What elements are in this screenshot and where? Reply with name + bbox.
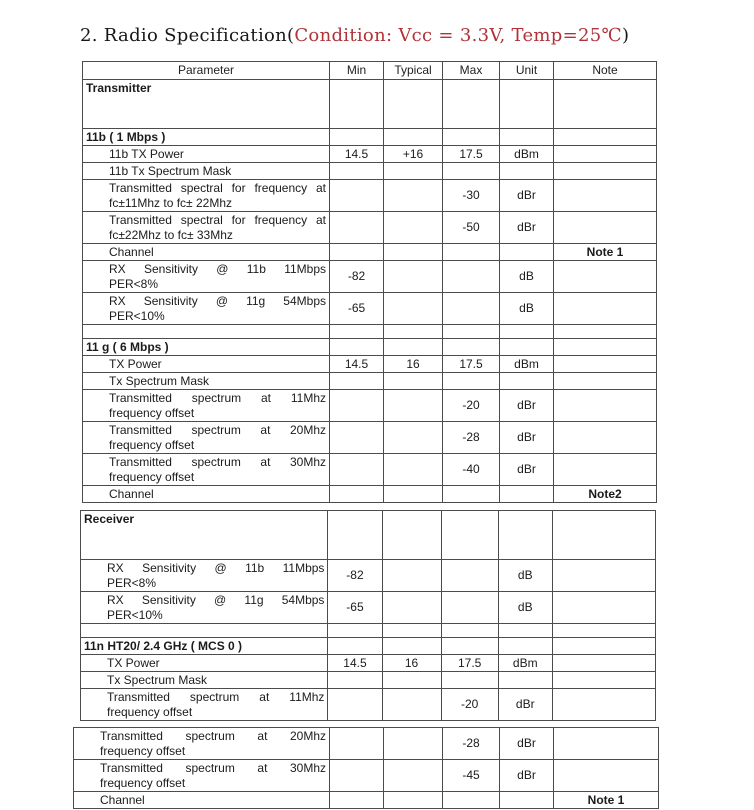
table-row	[81, 511, 656, 560]
note-cell: Note 1	[554, 792, 659, 809]
max-cell	[443, 325, 500, 339]
parameter-line2: PER<10%	[107, 607, 163, 622]
typical-cell	[384, 129, 443, 146]
unit-cell	[500, 325, 554, 339]
parameter-cell	[81, 592, 328, 624]
unit-cell: dBr	[500, 180, 554, 212]
typical-cell: +16	[384, 146, 443, 163]
typical-cell	[384, 390, 443, 422]
max-cell	[441, 672, 498, 689]
parameter-line2: fc±22Mhz to fc± 33Mhz	[109, 227, 233, 242]
min-cell: -65	[328, 592, 382, 624]
unit-cell: dB	[500, 261, 554, 293]
unit-cell: dBr	[500, 390, 554, 422]
parameter-cell: 11b ( 1 Mbps )	[83, 129, 330, 146]
table-row	[83, 356, 657, 373]
note-cell	[552, 638, 655, 655]
min-cell: -65	[330, 293, 384, 325]
unit-cell: dBr	[500, 212, 554, 244]
table-row	[83, 339, 657, 356]
parameter-line1: Transmitted spectrum at 20Mhz	[109, 422, 326, 437]
min-cell	[330, 339, 384, 356]
parameter-cell: 11n HT20/ 2.4 GHz ( MCS 0 )	[81, 638, 328, 655]
min-cell	[330, 80, 384, 129]
min-cell: 14.5	[330, 356, 384, 373]
typical-cell: 16	[384, 356, 443, 373]
unit-cell	[500, 80, 554, 129]
table-row	[83, 80, 657, 129]
max-cell	[443, 163, 500, 180]
table-row	[74, 792, 659, 809]
min-cell	[330, 422, 384, 454]
parameter-cell	[74, 728, 330, 760]
parameter-line2: frequency offset	[109, 469, 195, 484]
unit-cell	[500, 486, 554, 503]
parameter-cell: Channel	[74, 792, 330, 809]
min-cell	[328, 624, 382, 638]
table-row	[83, 373, 657, 390]
note-cell	[554, 146, 657, 163]
unit-cell	[500, 792, 554, 809]
parameter-cell: Receiver	[81, 511, 328, 560]
typical-cell	[384, 422, 443, 454]
min-cell	[328, 672, 382, 689]
parameter-cell	[83, 422, 330, 454]
typical-cell	[384, 792, 443, 809]
table-row	[83, 244, 657, 261]
typical-cell	[384, 454, 443, 486]
parameter-line1: RX Sensitivity @ 11g 54Mbps	[109, 293, 326, 308]
table-row	[81, 624, 656, 638]
parameter-cell: 11 g ( 6 Mbps )	[83, 339, 330, 356]
unit-cell: dBr	[500, 760, 554, 792]
table-row	[83, 422, 657, 454]
note-cell	[552, 672, 655, 689]
radio-spec-table-receiver	[80, 510, 656, 721]
min-cell	[330, 792, 384, 809]
table-row	[83, 212, 657, 244]
note-cell	[552, 689, 655, 721]
typical-cell: 16	[382, 655, 441, 672]
min-cell: 14.5	[330, 146, 384, 163]
max-cell	[443, 486, 500, 503]
typical-cell	[384, 486, 443, 503]
max-cell	[443, 792, 500, 809]
typical-cell	[382, 624, 441, 638]
table-row	[81, 655, 656, 672]
parameter-cell	[83, 454, 330, 486]
parameter-line1: Transmitted spectrum at 11Mhz	[107, 689, 325, 704]
unit-cell: dB	[498, 560, 552, 592]
document-page	[0, 25, 754, 809]
typical-cell	[382, 672, 441, 689]
parameter-line1: Transmitted spectral for frequency at	[109, 212, 326, 227]
parameter-cell	[83, 212, 330, 244]
unit-cell	[500, 244, 554, 261]
table-row	[81, 689, 656, 721]
min-cell	[328, 689, 382, 721]
table-row	[81, 638, 656, 655]
unit-cell: dBm	[498, 655, 552, 672]
parameter-cell	[83, 325, 330, 339]
title-condition: Condition: Vcc = 3.3V, Temp=25℃	[294, 25, 622, 46]
parameter-line1: Transmitted spectrum at 30Mhz	[100, 760, 326, 775]
min-cell	[330, 129, 384, 146]
min-cell	[330, 760, 384, 792]
max-cell: -30	[443, 180, 500, 212]
max-cell	[441, 560, 498, 592]
table-row	[81, 560, 656, 592]
note-cell	[554, 261, 657, 293]
note-cell	[554, 180, 657, 212]
table-row	[83, 146, 657, 163]
unit-cell	[498, 672, 552, 689]
parameter-line1: RX Sensitivity @ 11b 11Mbps	[107, 560, 325, 575]
min-cell: -82	[328, 560, 382, 592]
parameter-line2: frequency offset	[109, 405, 195, 420]
unit-cell	[498, 624, 552, 638]
parameter-line2: frequency offset	[109, 437, 195, 452]
parameter-line2: PER<10%	[109, 308, 165, 323]
max-cell	[443, 339, 500, 356]
note-cell	[552, 624, 655, 638]
parameter-cell	[83, 180, 330, 212]
note-cell	[552, 560, 655, 592]
typical-cell	[384, 293, 443, 325]
table-row	[83, 325, 657, 339]
table-row	[83, 486, 657, 503]
unit-cell	[498, 638, 552, 655]
table-row	[81, 592, 656, 624]
parameter-line1: Transmitted spectrum at 11Mhz	[109, 390, 326, 405]
max-cell: -28	[443, 728, 500, 760]
table-row	[74, 760, 659, 792]
parameter-line2: frequency offset	[100, 775, 186, 790]
typical-cell	[384, 212, 443, 244]
max-cell: -45	[443, 760, 500, 792]
min-cell	[330, 454, 384, 486]
typical-cell	[382, 560, 441, 592]
parameter-line2: frequency offset	[100, 743, 186, 758]
unit-cell	[500, 163, 554, 180]
min-cell: 14.5	[328, 655, 382, 672]
unit-cell: dBr	[498, 689, 552, 721]
unit-cell: dB	[500, 293, 554, 325]
unit-cell	[500, 373, 554, 390]
typical-cell	[384, 261, 443, 293]
unit-cell: dBm	[500, 356, 554, 373]
table-row	[81, 672, 656, 689]
column-header-note: Note	[554, 62, 657, 80]
note-cell	[554, 129, 657, 146]
table-row	[83, 129, 657, 146]
unit-cell: dBr	[500, 454, 554, 486]
min-cell	[330, 212, 384, 244]
parameter-cell: Tx Spectrum Mask	[81, 672, 328, 689]
parameter-line2: PER<8%	[109, 276, 159, 291]
max-cell	[443, 129, 500, 146]
max-cell: 17.5	[441, 655, 498, 672]
min-cell	[330, 728, 384, 760]
column-header-min: Min	[330, 62, 384, 80]
note-cell	[554, 325, 657, 339]
table-row	[83, 293, 657, 325]
parameter-cell: TX Power	[81, 655, 328, 672]
parameter-cell	[81, 689, 328, 721]
parameter-cell: Tx Spectrum Mask	[83, 373, 330, 390]
note-cell	[554, 163, 657, 180]
parameter-cell	[81, 624, 328, 638]
note-cell	[554, 339, 657, 356]
typical-cell	[384, 373, 443, 390]
min-cell: -82	[330, 261, 384, 293]
typical-cell	[384, 728, 443, 760]
unit-cell: dBm	[500, 146, 554, 163]
max-cell: 17.5	[443, 356, 500, 373]
unit-cell: dBr	[500, 728, 554, 760]
note-cell	[554, 728, 659, 760]
table-row	[83, 390, 657, 422]
table-row	[83, 163, 657, 180]
parameter-line2: frequency offset	[107, 704, 193, 719]
max-cell: -28	[443, 422, 500, 454]
max-cell	[441, 638, 498, 655]
parameter-line1: RX Sensitivity @ 11b 11Mbps	[109, 261, 326, 276]
typical-cell	[384, 339, 443, 356]
max-cell	[443, 80, 500, 129]
title-prefix: 2. Radio Specification(	[80, 25, 295, 46]
max-cell: -50	[443, 212, 500, 244]
parameter-cell: 11b Tx Spectrum Mask	[83, 163, 330, 180]
typical-cell	[382, 689, 441, 721]
min-cell	[328, 638, 382, 655]
max-cell: -40	[443, 454, 500, 486]
note-cell	[552, 511, 655, 560]
unit-cell	[498, 511, 552, 560]
note-cell	[554, 293, 657, 325]
parameter-cell: Channel	[83, 486, 330, 503]
unit-cell	[500, 339, 554, 356]
min-cell	[328, 511, 382, 560]
note-cell: Note2	[554, 486, 657, 503]
table-row	[83, 454, 657, 486]
min-cell	[330, 390, 384, 422]
note-cell	[554, 80, 657, 129]
max-cell	[443, 373, 500, 390]
max-cell: -20	[443, 390, 500, 422]
typical-cell	[382, 592, 441, 624]
min-cell	[330, 486, 384, 503]
table-row	[83, 180, 657, 212]
parameter-line1: RX Sensitivity @ 11g 54Mbps	[107, 592, 325, 607]
min-cell	[330, 163, 384, 180]
unit-cell: dBr	[500, 422, 554, 454]
note-cell	[552, 592, 655, 624]
note-cell	[554, 454, 657, 486]
parameter-cell	[83, 390, 330, 422]
max-cell	[441, 511, 498, 560]
unit-cell: dB	[498, 592, 552, 624]
max-cell: -20	[441, 689, 498, 721]
radio-spec-table-continued	[73, 727, 659, 809]
column-header-typical: Typical	[384, 62, 443, 80]
parameter-cell	[83, 261, 330, 293]
max-cell	[443, 244, 500, 261]
note-cell	[554, 760, 659, 792]
parameter-line1: Transmitted spectral for frequency at	[109, 180, 326, 195]
min-cell	[330, 244, 384, 261]
max-cell	[441, 624, 498, 638]
note-cell	[554, 373, 657, 390]
min-cell	[330, 180, 384, 212]
column-header-parameter: Parameter	[83, 62, 330, 80]
typical-cell	[382, 638, 441, 655]
parameter-line2: PER<8%	[107, 575, 157, 590]
page-title	[80, 25, 754, 46]
max-cell	[443, 293, 500, 325]
max-cell	[443, 261, 500, 293]
column-header-max: Max	[443, 62, 500, 80]
note-cell	[554, 390, 657, 422]
note-cell	[554, 212, 657, 244]
min-cell	[330, 373, 384, 390]
typical-cell	[384, 325, 443, 339]
note-cell: Note 1	[554, 244, 657, 261]
typical-cell	[384, 180, 443, 212]
column-header-unit: Unit	[500, 62, 554, 80]
parameter-cell: 11b TX Power	[83, 146, 330, 163]
unit-cell	[500, 129, 554, 146]
typical-cell	[384, 760, 443, 792]
table-row	[83, 261, 657, 293]
min-cell	[330, 325, 384, 339]
note-cell	[554, 356, 657, 373]
table-row	[74, 728, 659, 760]
note-cell	[554, 422, 657, 454]
typical-cell	[384, 244, 443, 261]
parameter-cell	[83, 293, 330, 325]
max-cell: 17.5	[443, 146, 500, 163]
parameter-line1: Transmitted spectrum at 20Mhz	[100, 728, 326, 743]
max-cell	[441, 592, 498, 624]
typical-cell	[384, 163, 443, 180]
parameter-line1: Transmitted spectrum at 30Mhz	[109, 454, 326, 469]
parameter-line2: fc±11Mhz to fc± 22Mhz	[109, 195, 232, 210]
radio-spec-table-transmitter	[82, 61, 657, 503]
parameter-cell: Transmitter	[83, 80, 330, 129]
note-cell	[552, 655, 655, 672]
parameter-cell	[74, 760, 330, 792]
parameter-cell: TX Power	[83, 356, 330, 373]
typical-cell	[382, 511, 441, 560]
title-suffix: )	[621, 25, 630, 46]
parameter-cell	[81, 560, 328, 592]
table-header-row	[83, 62, 657, 80]
parameter-cell: Channel	[83, 244, 330, 261]
typical-cell	[384, 80, 443, 129]
